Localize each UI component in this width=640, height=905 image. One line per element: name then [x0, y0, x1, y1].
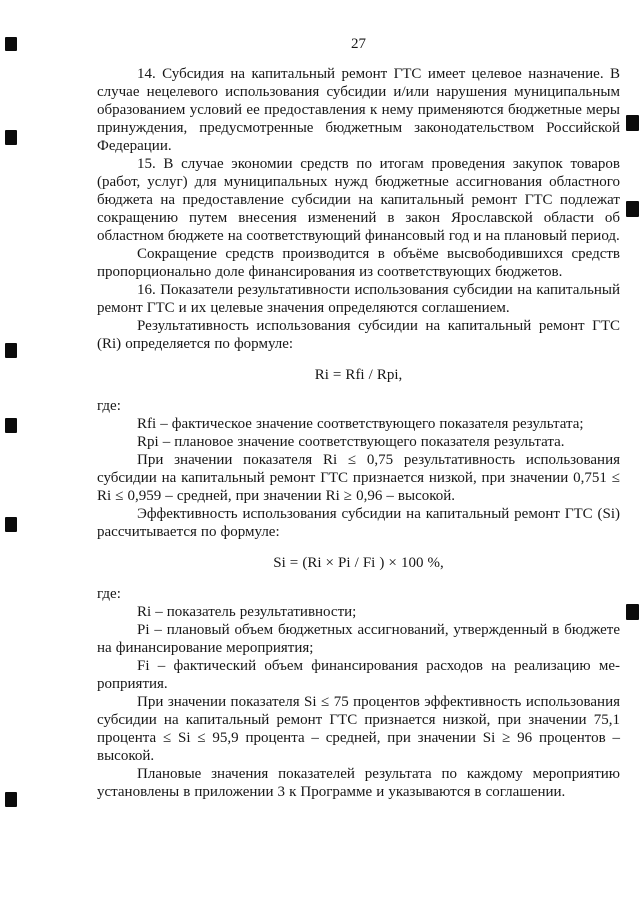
page-number: 27 [351, 36, 366, 52]
scan-artifact-mark [5, 130, 17, 145]
formula-line: Si = (Ri × Pi / Fi ) × 100 %, [273, 555, 444, 571]
paragraph: 14. Субсидия на капитальный ремонт ГТС имеет целевое назначение. В случае нецелевого использования субсидии и/или нарушения муниципальным образованием условий ее предоставления к нему применяются бюджетные меры принуждения, предусмотренные бюджетным законодательством Российской Федерации. [97, 66, 620, 154]
paragraph: Ri – показатель результативности; [137, 604, 357, 620]
scan-artifact-mark [5, 343, 17, 358]
paragraph: Плановые значения показателей результата по каждому мероприятию установлены в приложении 3 к Программе и указываются в соглашении. [97, 766, 620, 800]
paragraph: Rfi – фактическое значение соответствующего показателя результата; [137, 416, 584, 432]
paragraph: 16. Показатели результативности использования субсидии на капитальный ремонт ГТС и их целевые значения определяются соглашением. [97, 282, 620, 316]
scan-artifact-mark [626, 201, 639, 217]
scan-artifact-mark [5, 792, 17, 807]
paragraph: Rpi – плановое значение соответствующего показателя результата. [137, 434, 565, 450]
scan-artifact-mark [5, 37, 17, 51]
paragraph: Эффективность использования субсидии на капитальный ремонт ГТС (Si) рассчитывается по формуле: [97, 506, 620, 540]
scan-artifact-mark [5, 517, 17, 532]
paragraph: где: [97, 586, 121, 602]
paragraph: 15. В случае экономии средств по итогам проведения закупок товаров (работ, услуг) для муниципальных нужд бюджетные ассигнования областного бюджета на предоставление субсидии на капитальный ремонт ГТС подлежат сокращению путем внесения изменений в закон Ярославской области об областном бюджете на соответствующий финансовый год и на плановый период. [97, 156, 620, 244]
paragraph: Fi – фактический объем финансирования расходов на реализацию мероприятия. [97, 658, 620, 692]
paragraph: При значении показателя Si ≤ 75 процентов эффективность использования субсидии на капитальный ремонт ГТС признается низкой, при значении 75,1 процента ≤ Si ≤ 95,9 процента – средней, при значении Si ≥ 96 процентов – высокой. [97, 694, 620, 764]
scan-artifact-mark [5, 418, 17, 433]
paragraph: Результативность использования субсидии на капитальный ремонт ГТС (Ri) определяется по формуле: [97, 318, 620, 352]
scan-artifact-mark [626, 115, 639, 131]
paragraph: где: [97, 398, 121, 414]
paragraph: Сокращение средств производится в объёме высвободившихся средств пропорционально доле финансирования из соответствующих бюджетов. [97, 246, 620, 280]
formula-line: Ri = Rfi / Rpi, [314, 367, 403, 383]
paragraph: Pi – плановый объем бюджетных ассигнований, утвержденный в бюджете на финансирование мероприятия; [97, 622, 620, 656]
scan-artifact-mark [626, 604, 639, 620]
document-body [97, 65, 620, 801]
paragraph: При значении показателя Ri ≤ 0,75 результативность использования субсидии на капитальный ремонт ГТС признается низкой, при значении 0,751 ≤ Ri ≤ 0,959 – средней, при значении Ri ≥ 0,96 – высокой. [97, 452, 620, 504]
